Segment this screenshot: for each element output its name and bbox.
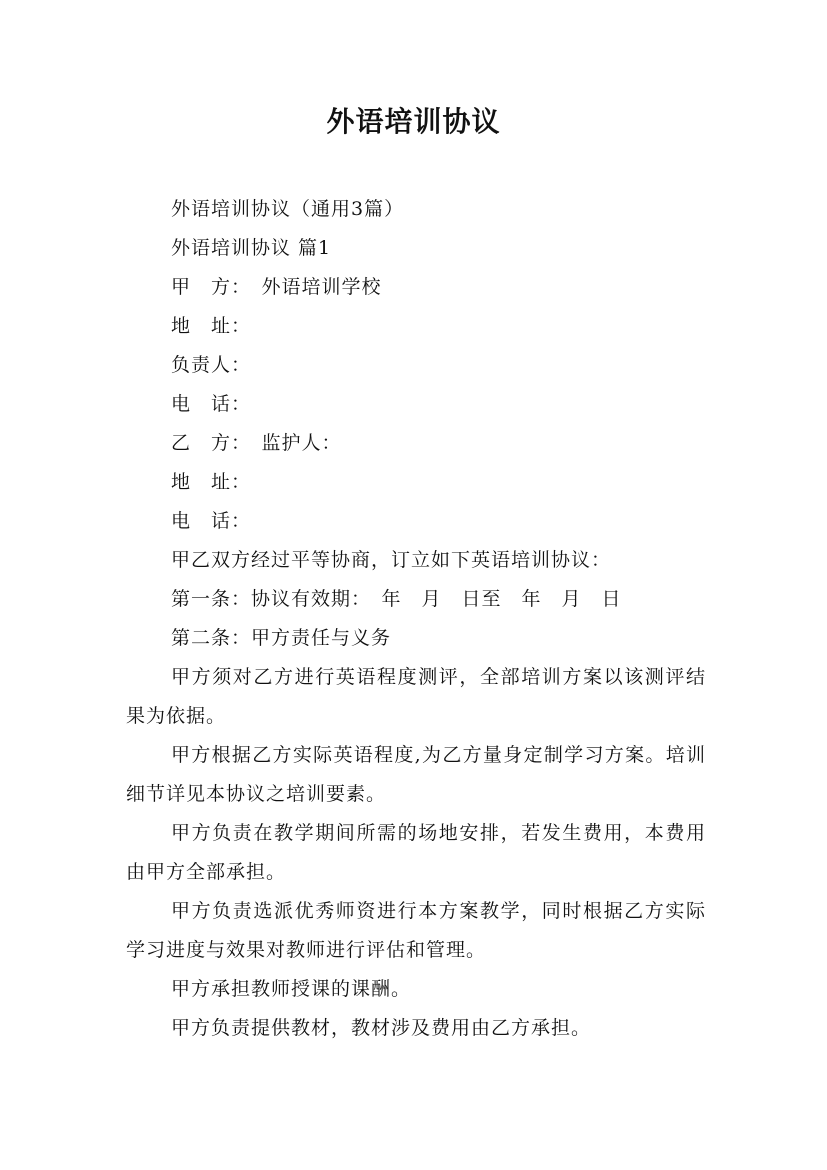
party-b-address-line: 地 址： [171,471,252,493]
section-heading: 外语培训协议 篇1 [171,237,332,259]
agreement-intro-paragraph: 甲乙双方经过平等协商，订立如下英语培训协议： [171,549,612,571]
clause-materials-paragraph: 甲方负责提供教材，教材涉及费用由乙方承担。 [171,1017,592,1039]
party-a-address-line: 地 址： [171,315,252,337]
party-a-phone-line: 电 话： [171,393,252,415]
article-1-paragraph: 第一条：协议有效期： 年 月 日至 年 月 日 [171,588,622,610]
subtitle-paragraph: 外语培训协议（通用3篇） [171,198,405,220]
party-b-phone-line: 电 话： [171,510,252,532]
article-2-heading: 第二条：甲方责任与义务 [171,627,392,649]
party-a-line: 甲 方： 外语培训学校 [171,276,382,298]
document-body [126,190,706,1048]
party-b-line: 乙 方： 监护人： [171,432,342,454]
clause-custom-plan-paragraph: 甲方根据乙方实际英语程度,为乙方量身定制学习方案。培训细节详见本协议之培训要素。 [126,744,706,805]
clause-assessment-paragraph: 甲方须对乙方进行英语程度测评，全部培训方案以该测评结果为依据。 [126,666,706,727]
clause-teacher-pay-paragraph: 甲方承担教师授课的课酬。 [171,978,412,1000]
clause-venue-paragraph: 甲方负责在教学期间所需的场地安排，若发生费用，本费用由甲方全部承担。 [126,822,706,883]
party-a-responsible-line: 负责人： [171,354,252,376]
clause-teachers-paragraph: 甲方负责选派优秀师资进行本方案教学，同时根据乙方实际学习进度与效果对教师进行评估和管理。 [126,900,706,961]
document-title: 外语培训协议 [326,105,501,138]
